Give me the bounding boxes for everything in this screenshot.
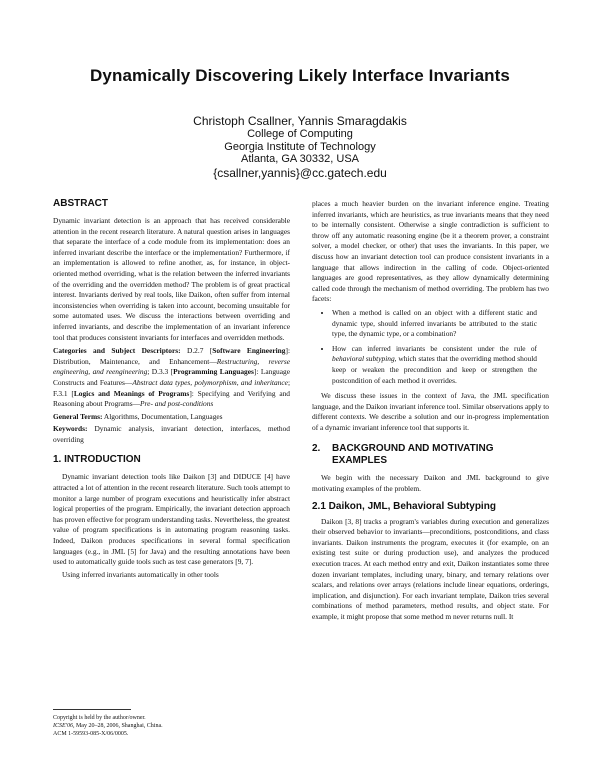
bullet2-text-b: which states that the overriding method should keep or weaken the precondition and keep or strengthen the postcondition of each method it overrides. — [332, 354, 537, 385]
section2-heading — [312, 443, 549, 467]
keywords-label: Keywords: — [53, 424, 88, 434]
paper-title: Dynamically Discovering Likely Interface Invariants — [90, 66, 510, 85]
author-dept: College of Computing — [247, 128, 353, 140]
copyright-footnote — [53, 709, 290, 738]
footnote-rule — [53, 709, 131, 710]
categories-label: Categories and Subject Descriptors: — [53, 346, 181, 356]
intro-paragraph-2: Using inferred invariants automatically in other tools — [62, 569, 219, 579]
author-institution: Georgia Institute of Technology — [224, 140, 376, 153]
footnote-venue-italic: ICSE'06, — [53, 722, 75, 729]
keywords — [53, 424, 290, 445]
right-paragraph-3: We begin with the necessary Daikon and JML background to give motivating examples of the problem. — [312, 473, 549, 494]
author-email: {csallner,yannis}@cc.gatech.edu — [213, 165, 387, 180]
right-paragraph-2: We discuss these issues in the context of Java, the JML specification language, and the Daikon invariant inference tool. Similar observations apply to different contexts. We describe a solution and our in-progress implementation of a dynamic invariant inference tool that supports it. — [312, 391, 549, 432]
footnote-venue-text: May 20–28, 2006, Shanghai, China. — [74, 722, 163, 729]
footnote-venue — [53, 723, 290, 731]
cat-d33-text: ]: Language Constructs and Features— — [53, 367, 290, 387]
general-terms — [53, 412, 290, 423]
cat-d33-italic: Abstract data types, polymorphism, and inheritance — [132, 377, 288, 387]
general-terms-text: Algorithms, Documentation, Languages — [102, 411, 223, 421]
cat-d27: D.2.7 [ — [180, 346, 213, 356]
cat-d33: ; D.3.3 [ — [147, 367, 174, 377]
cat-software-engineering: Software Engineering — [212, 346, 286, 356]
cat-f31-text: ]: Specifying and Verifying and Reasoning about Programs— — [53, 388, 290, 409]
author-names: Christoph Csallner, Yannis Smaragdakis — [193, 114, 407, 128]
facet-bullet-2 — [332, 344, 549, 386]
cat-programming-languages: Programming Languages — [173, 367, 254, 377]
right-paragraph-1: places a much heavier burden on the invariant inference engine. Treating inferred invariants, which are heuristics, as true invariants means that they need to be internally consistent. Otherwise a single contradiction is sufficient to throw off any automatic reasoning engine (be it a theorem prover, a constraint solver, a model checker, or other) that uses the invariants. In this paper, we discuss how an invariant detection tool can produce consistent invariants in a language that allows indirection in the calling of code. Object-oriented languages are good representatives, as they allow dynamically determining called code through the mechanism of method overriding. The problem has two facets: — [312, 199, 549, 304]
categories-paragraph — [53, 346, 290, 410]
bullet2-text-a: How can inferred invariants be consistent under the rule of — [332, 343, 537, 353]
section21-heading: 2.1 Daikon, JML, Behavioral Subtyping — [312, 500, 496, 512]
footnote-copyright: Copyright is held by the author/owner. — [53, 715, 146, 721]
cat-logics: Logics and Meanings of Programs — [73, 388, 190, 398]
cat-d27-text: ]: Distribution, Maintenance, and Enhancement— — [53, 346, 291, 366]
right-column — [312, 199, 549, 625]
cat-f31-italic: Pre- and post-conditions — [140, 399, 214, 409]
author-block — [0, 114, 600, 180]
cat-f31: ; F.3.1 [ — [53, 377, 290, 398]
right-paragraph-4: Daikon [3, 8] tracks a program's variables during execution and generalizes their observed behavior to invariants—preconditions, postconditions, and class invariants. Daikon instruments the program, executes it (for example, on an existing test suite or during production use), and analyzes the produced execution traces. At each method entry and exit, Daikon instantiates some three dozen invariant templates, including unary, binary, and ternary relations over scalars, and relations over arrays (relations include linear equations, orderings, implication, and disjunction). For each invariant template, Daikon tries several combinations of method parameters, method results, and object state. For example, it might propose that some method m never returns null. It — [312, 516, 549, 621]
left-column — [53, 198, 290, 582]
intro-paragraph-1: Dynamic invariant detection tools like Daikon [3] and DIDUCE [4] have attracted a lot of attention in the recent research literature. Such tools attempt to monitor a large number of program executions and heuristically infer abstract logical properties of the program. Empirically, the invariant detection approach has proven effective for program understanding tasks. Nevertheless, the greatest value of program specifications is in automating program reasoning tasks. Indeed, Daikon produces specifications in several formal specification languages (e.g., in JML [5] for Java) and the resulting annotations have been used to automatically guide tools such as test case generators [9, 7]. — [53, 472, 290, 567]
footnote-acm: ACM 1-59593-085-X/06/0005. — [53, 730, 129, 737]
abstract-heading: ABSTRACT — [53, 198, 108, 209]
section2-number: 2. — [312, 443, 321, 455]
introduction-heading: 1. INTRODUCTION — [53, 454, 141, 466]
keywords-text: Dynamic analysis, invariant detection, interfaces, method overriding — [53, 424, 290, 444]
abstract-text: Dynamic invariant detection is an approach that has received considerable attention in the recent research literature. A natural question arises in languages that separate the interface of a code module from its implementation: does an inferred invariant describe the interface or the implementation? Furthermore, if an implementation is allowed to refine another, as, for instance, in object-oriented method overriding, what is the relation between the inferred invariants of the overriding and the overridden method? The problem is of great practical interest. Invariants derived by real tools, like Daikon, often suffer from internal inconsistencies when overriding is taken into account, becoming unsuitable for some automated uses. We discuss the interactions between overriding and inferred invariants, and describe the implementation of an invariant inference tool that produces consistent invariants for interfaces and overridden methods. — [53, 216, 290, 342]
cat-d27-italic: Restructuring, reverse engineering, and reengineering — [53, 356, 290, 377]
section2-title: BACKGROUND AND MOTIVATING EXAMPLES — [332, 443, 494, 467]
bullet2-italic: behavioral subtyping, — [332, 354, 397, 364]
author-address: Atlanta, GA 30332, USA — [240, 153, 360, 165]
facet-bullet-1: • When a method is called on an object with a different static and dynamic type, should inferred invariants be attributed to the static type, the dynamic type, or a combination? — [332, 308, 549, 340]
general-terms-label: General Terms: — [53, 411, 103, 421]
facets-list — [312, 308, 549, 386]
